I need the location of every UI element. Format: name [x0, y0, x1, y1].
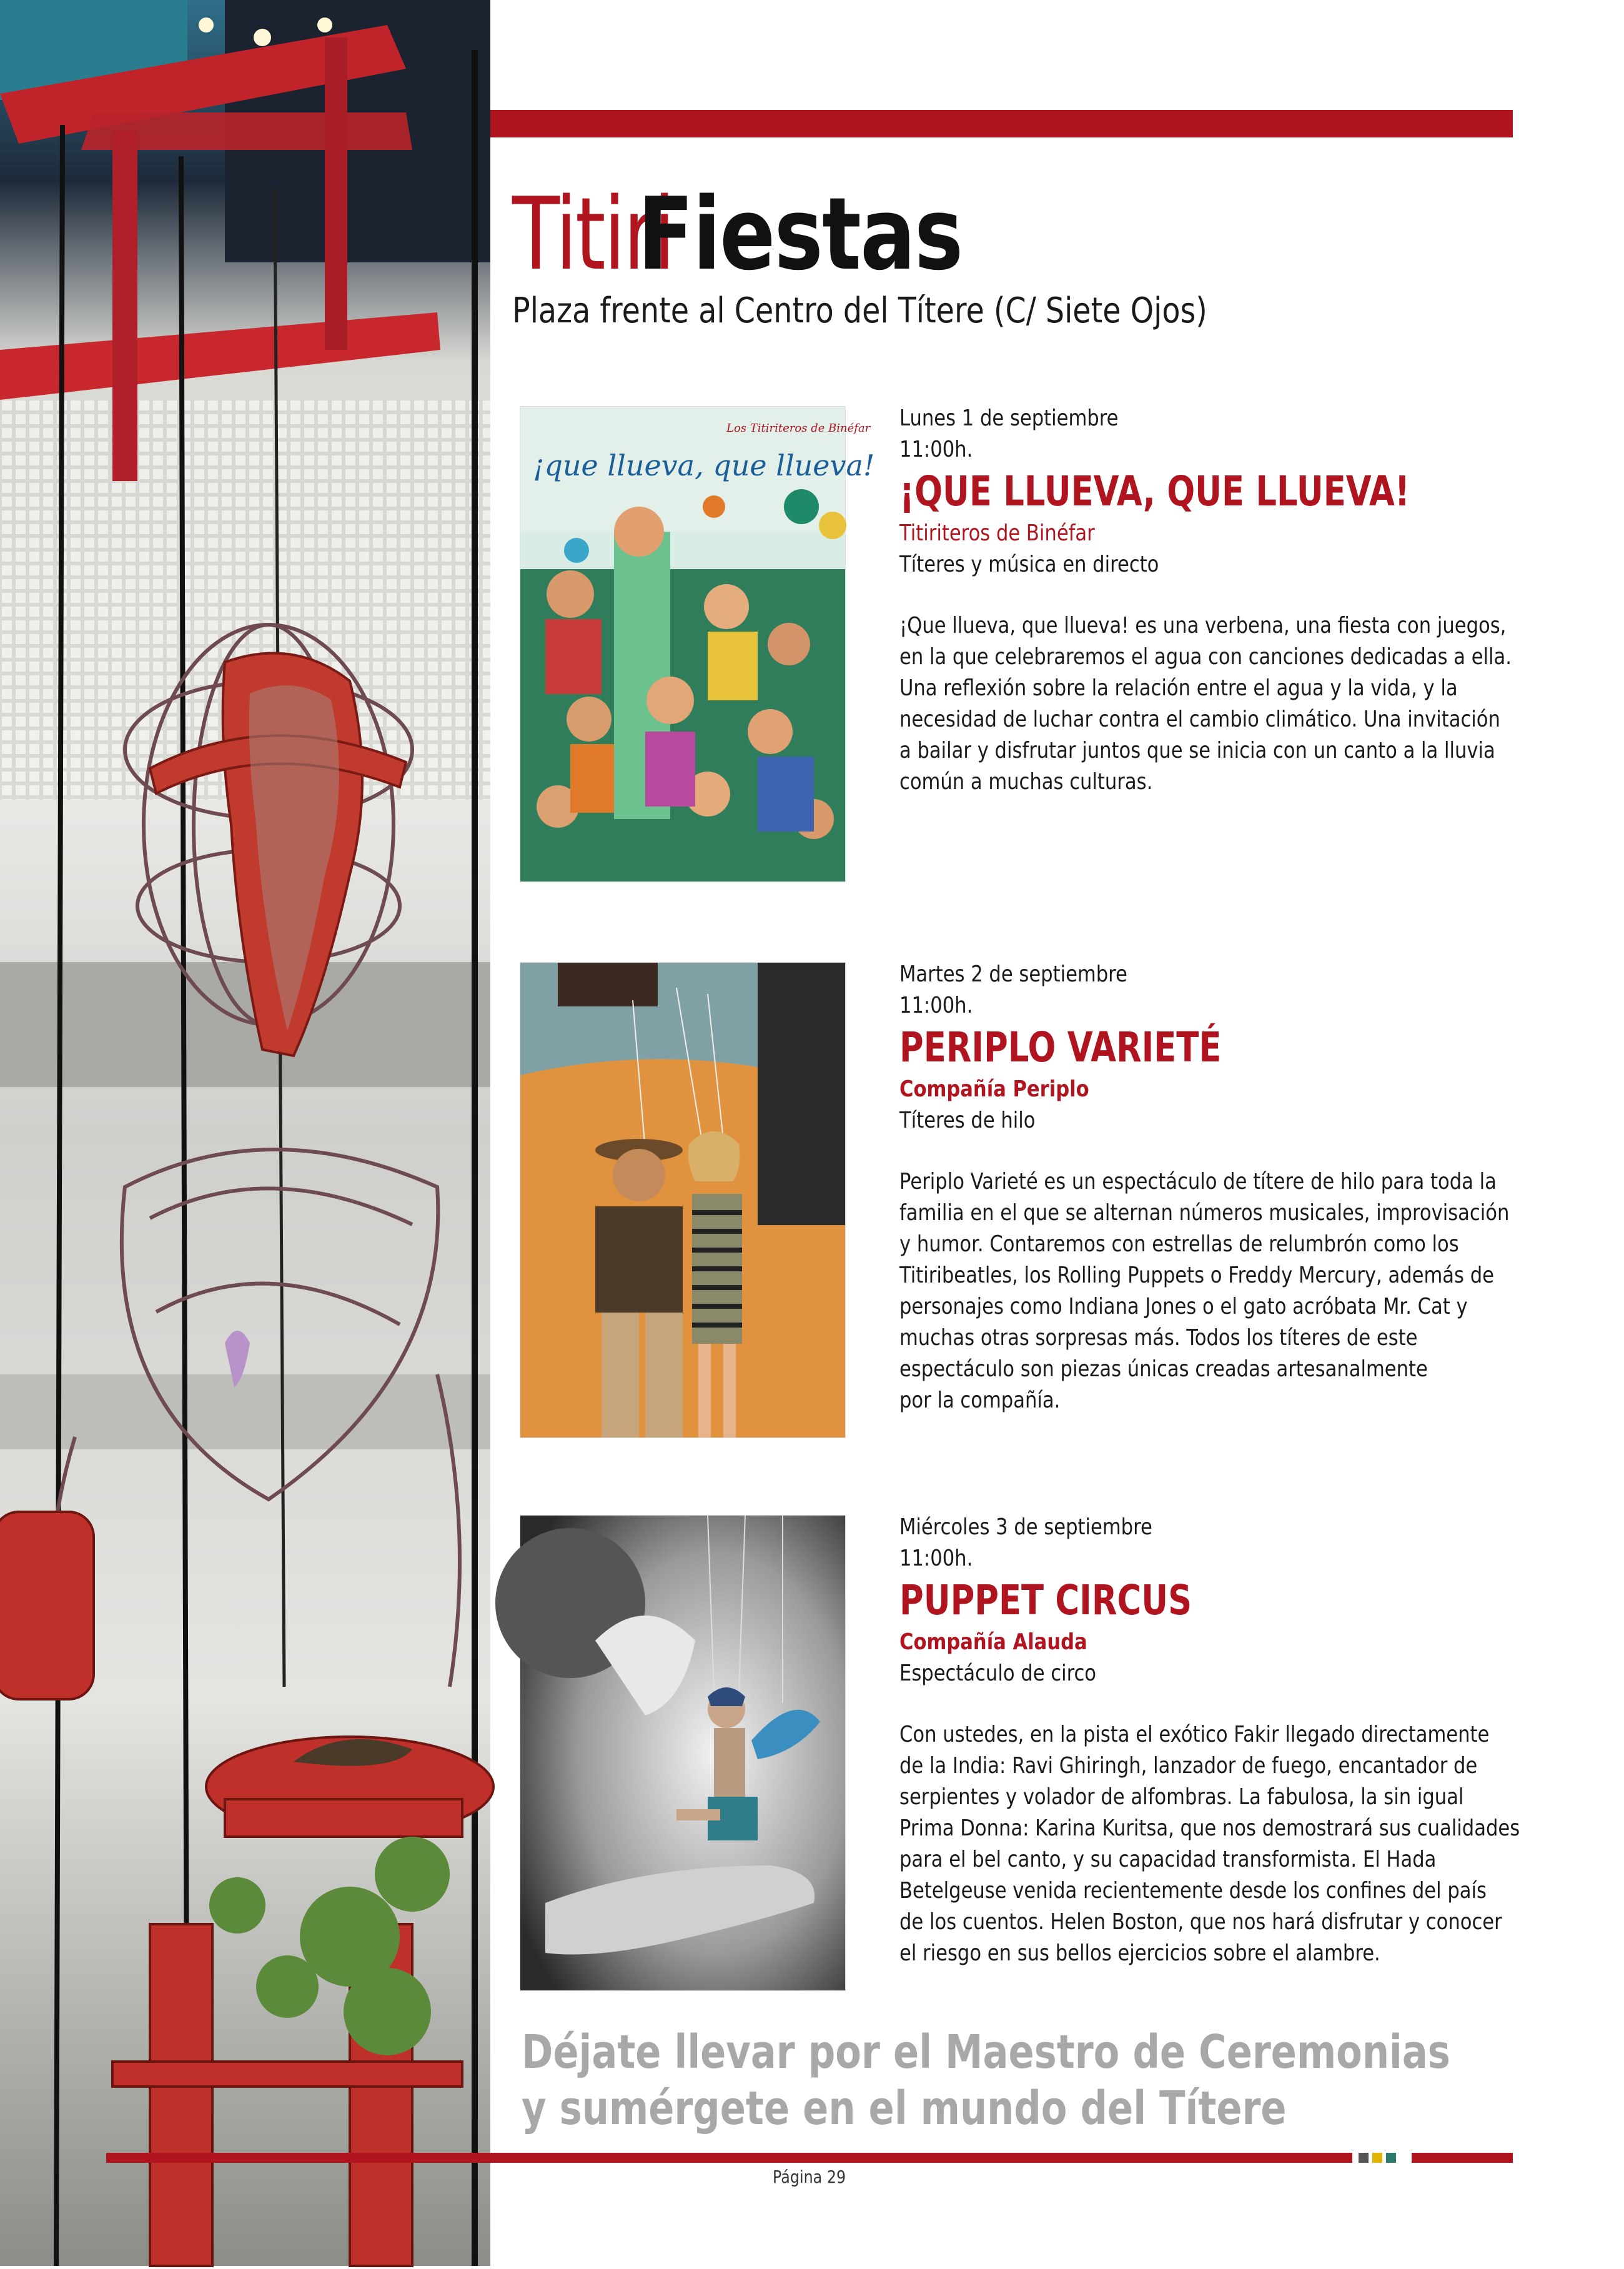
description-line: de la India: Ravi Ghiringh, lanzador de fuego, encantador de	[899, 1753, 1478, 1779]
event-date: Miércoles 3 de septiembre	[899, 1514, 1152, 1540]
description-line: personajes como Indiana Jones o el gato acróbata Mr. Cat y	[899, 1294, 1468, 1319]
left-decorative-photo	[0, 0, 490, 2266]
event-company: Compañía Alauda	[899, 1629, 1087, 1655]
description-line: espectáculo son piezas únicas creadas artesanalmente	[899, 1356, 1428, 1382]
description-line: ¡Que llueva, que llueva! es una verbena, una fiesta con juegos,	[899, 613, 1507, 638]
event-info-3	[899, 1512, 1520, 1969]
description-line: por la compañía.	[899, 1388, 1061, 1413]
event-type: Títeres de hilo	[899, 1108, 1036, 1133]
description-line: común a muchas culturas.	[899, 769, 1153, 795]
venue-subtitle: Plaza frente al Centro del Títere (C/ Siete Ojos)	[512, 290, 1207, 331]
event-poster-2	[520, 962, 846, 1438]
description-line: familia en el que se alternan números musicales, improvisación	[899, 1200, 1510, 1226]
puppet-sculpture-photo	[0, 0, 490, 2266]
poster-subtitle: Los Titiriteros de Binéfar	[726, 422, 871, 435]
description-line: Betelgeuse venida recientemente desde los confines del país	[899, 1878, 1487, 1904]
description-line: Periplo Varieté es un espectáculo de títere de hilo para toda la	[899, 1169, 1497, 1194]
event-time: 11:00h.	[899, 993, 973, 1018]
event-company: Titiriteros de Binéfar	[899, 520, 1095, 546]
event-company: Compañía Periplo	[899, 1076, 1089, 1102]
event-date: Lunes 1 de septiembre	[899, 405, 1119, 431]
poster-illustration-que-llueva	[520, 407, 875, 881]
page-number: Página 29	[773, 2167, 846, 2187]
description-line: Una reflexión sobre la relación entre el agua y la vida, y la	[899, 675, 1458, 701]
event-description	[899, 1719, 1520, 1969]
tagline-line-1: Déjate llevar por el Maestro de Ceremonias	[522, 2025, 1450, 2079]
event-time: 11:00h.	[899, 1546, 973, 1571]
event-poster-3	[520, 1515, 846, 1991]
bottom-red-rule	[106, 2153, 1352, 2163]
description-line: Titiribeatles, los Rolling Puppets o Freddy Mercury, además de	[899, 1263, 1494, 1288]
description-line: muchas otras sorpresas más. Todos los títeres de este	[899, 1325, 1418, 1351]
photo-marionettes-periplo	[520, 963, 845, 1437]
color-squares	[1359, 2153, 1396, 2163]
poster-title: ¡que llueva, que llueva!	[533, 449, 875, 482]
event-description	[899, 1166, 1510, 1416]
description-line: y humor. Contaremos con estrellas de relumbrón como los	[899, 1231, 1459, 1257]
description-line: Con ustedes, en la pista el exótico Fakir llegado directamente	[899, 1722, 1490, 1747]
event-info-2	[899, 959, 1512, 1416]
description-line: de los cuentos. Helen Boston, que nos hará disfrutar y conocer	[899, 1909, 1502, 1935]
event-title: PERIPLO VARIETÉ	[899, 1023, 1222, 1071]
tagline	[522, 2024, 1450, 2137]
event-type: Espectáculo de circo	[899, 1661, 1097, 1686]
event-title: ¡QUE LLUEVA, QUE LLUEVA!	[899, 467, 1410, 515]
description-line: serpientes y volador de alfombras. La fabulosa, la sin igual	[899, 1784, 1464, 1810]
event-date: Martes 2 de septiembre	[899, 961, 1127, 987]
event-poster-1	[520, 406, 875, 882]
description-line: en la que celebraremos el agua con canciones dedicadas a ella.	[899, 644, 1512, 670]
title-bold: Fiestas	[637, 176, 963, 292]
event-title: PUPPET CIRCUS	[899, 1576, 1192, 1624]
event-time: 11:00h.	[899, 437, 973, 462]
description-line: Prima Donna: Karina Kuritsa, que nos demostrará sus cualidades	[899, 1815, 1520, 1841]
description-line: necesidad de luchar contra el cambio climático. Una invitación	[899, 707, 1500, 732]
color-square	[1359, 2153, 1369, 2163]
event-type: Títeres y música en directo	[899, 552, 1159, 577]
event-info-1	[899, 403, 1512, 798]
description-line: para el bel canto, y su capacidad transformista. El Hada	[899, 1847, 1437, 1872]
color-square	[1386, 2153, 1396, 2163]
description-line: el riesgo en sus bellos ejercicios sobre el alambre.	[899, 1940, 1380, 1966]
top-red-rule	[490, 110, 1513, 137]
color-square	[1372, 2153, 1382, 2163]
title-light: Titiri	[512, 176, 673, 292]
tagline-line-2: y sumérgete en el mundo del Títere	[522, 2082, 1287, 2135]
page-title	[512, 175, 1033, 294]
description-line: a bailar y disfrutar juntos que se inicia con un canto a la lluvia	[899, 738, 1495, 763]
photo-puppet-circus	[520, 1516, 845, 1990]
event-description	[899, 610, 1510, 798]
bottom-red-rule-right	[1412, 2153, 1513, 2163]
